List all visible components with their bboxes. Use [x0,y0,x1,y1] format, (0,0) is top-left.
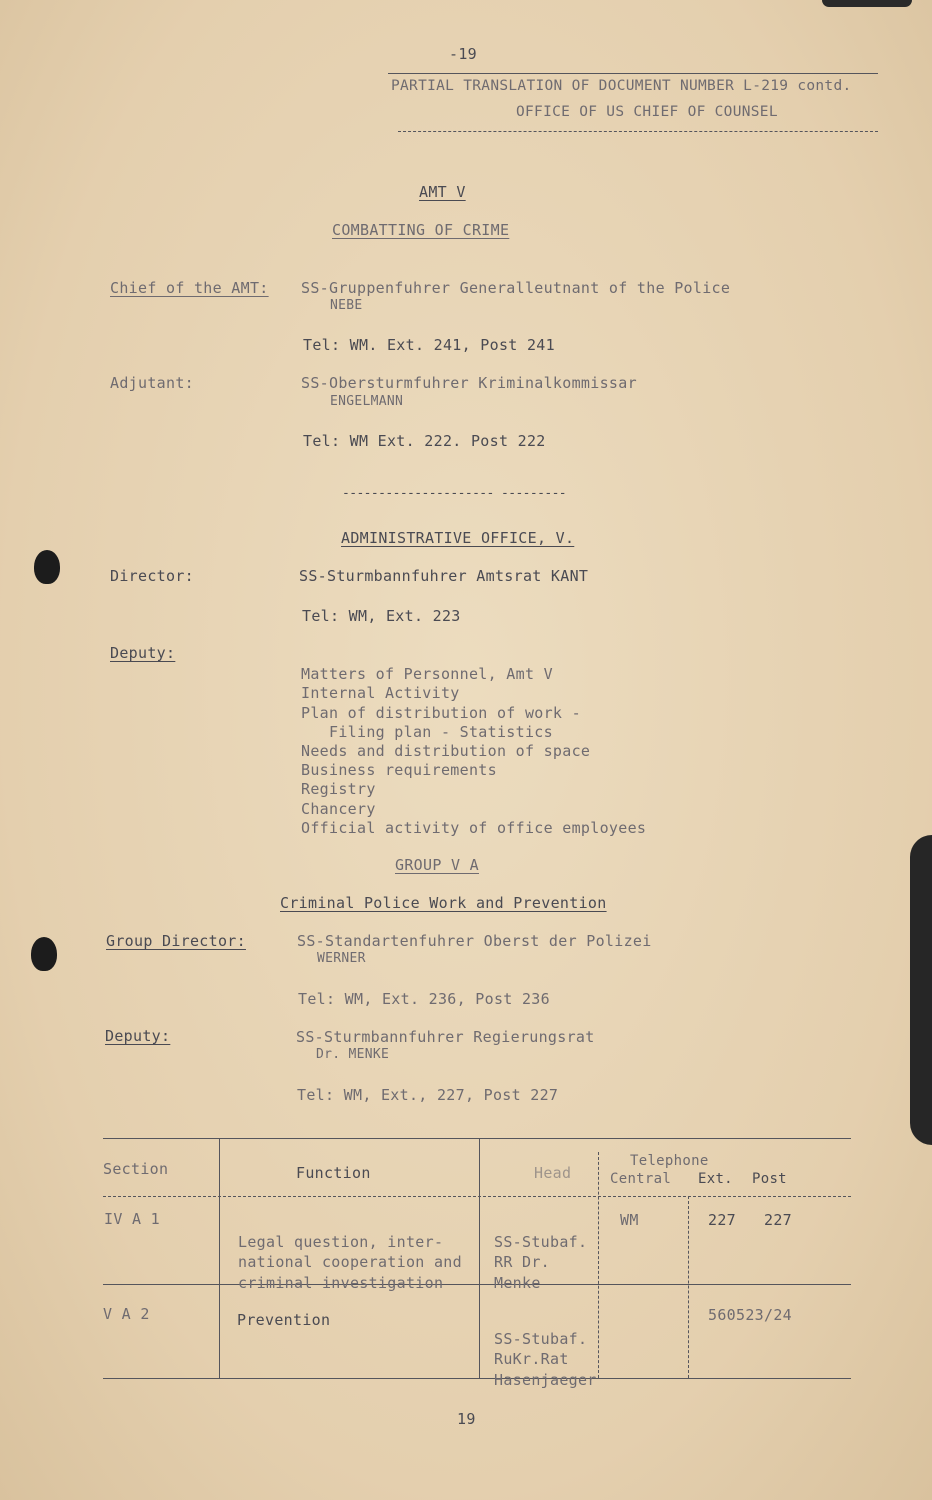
amt-title: AMT V [419,183,466,201]
header-rule-top [388,73,878,74]
function-line: national cooperation and [238,1253,462,1271]
admin-director: SS-Sturmbannfuhrer Amtsrat KANT [299,567,589,585]
header-office: OFFICE OF US CHIEF OF COUNSEL [516,104,778,120]
page-number-top: -19 [449,45,477,63]
row1-central: WM [620,1211,639,1229]
row2-head [494,1308,597,1390]
th-central: Central [610,1171,672,1187]
duty-item: Registry [301,780,376,799]
th-function: Function [296,1164,371,1182]
row2-function [237,1310,330,1331]
duty-item: Plan of distribution of work - [301,703,581,722]
group-subtitle: Criminal Police Work and Prevention [280,894,607,912]
admin-director-tel: Tel: WM, Ext. 223 [302,607,461,625]
adjutant-name: ENGELMANN [330,394,404,409]
duty-item: Filing plan - Statistics [301,722,553,741]
table-rule-header [103,1196,851,1197]
group-deputy-rank: SS-Sturmbannfuhrer Regierungsrat [296,1028,595,1046]
duty-item: Needs and distribution of space [301,742,591,761]
admin-duties-list [301,646,646,838]
head-line: Menke [494,1273,541,1292]
row1-section: IV A 1 [104,1210,160,1228]
header-title: PARTIAL TRANSLATION OF DOCUMENT NUMBER L-219 contd. [391,78,852,94]
th-section: Section [103,1160,169,1178]
head-line: RR Dr. [494,1253,550,1271]
duty-item: Matters of Personnel, Amt V [301,665,553,684]
head-line: SS-Stubaf. [494,1329,588,1348]
head-line: RuKr.Rat [494,1350,569,1368]
adjutant-tel: Tel: WM Ext. 222. Post 222 [303,432,546,450]
group-director-label: Group Director: [106,932,246,950]
function-line: Legal question, inter- [238,1232,444,1251]
section-separator: --------------------- --------- [342,486,567,501]
row2-ext: 560523/24 [708,1306,792,1324]
duty-item: Business requirements [301,761,497,780]
table-rule-row [103,1284,851,1285]
head-line: Hasenjaeger [494,1370,597,1389]
punch-hole [31,937,57,971]
page-edge-shadow [910,835,932,1145]
function-line: criminal investigation [238,1273,444,1292]
page-number-bottom: 19 [457,1410,476,1428]
punch-hole [34,550,60,584]
page-edge-shadow [822,0,912,7]
chief-name: NEBE [330,298,363,313]
table-rule-bottom [103,1378,851,1379]
th-head: Head [534,1164,572,1182]
group-director-rank: SS-Standartenfuhrer Oberst der Polizei [297,932,652,950]
table-divider [479,1138,480,1378]
group-title: GROUP V A [395,856,479,874]
th-post: Post [752,1171,787,1187]
amt-subtitle: COMBATTING OF CRIME [332,221,510,239]
th-telephone: Telephone [630,1153,709,1169]
group-deputy-label: Deputy: [105,1027,171,1045]
row1-function [238,1211,462,1293]
chief-label: Chief of the AMT: [110,279,269,297]
th-ext: Ext. [698,1171,733,1187]
chief-tel: Tel: WM. Ext. 241, Post 241 [303,336,555,354]
header-rule-bottom [398,131,878,132]
duty-item: Internal Activity [301,684,460,703]
admin-director-label: Director: [110,567,194,585]
function-line: Prevention [237,1311,331,1329]
table-rule-top [103,1138,851,1139]
chief-rank: SS-Gruppenfuhrer Generalleutnant of the Police [301,279,731,297]
group-director-name: WERNER [317,951,366,966]
head-line: SS-Stubaf. [494,1232,588,1251]
table-divider [598,1152,599,1378]
table-divider [219,1138,220,1378]
row1-ext: 227 [708,1211,736,1229]
row1-post: 227 [764,1211,792,1229]
duty-item: Official activity of office employees [301,818,647,837]
group-director-tel: Tel: WM, Ext. 236, Post 236 [298,990,550,1008]
table-divider [688,1196,689,1378]
group-deputy-name: Dr. MENKE [316,1047,390,1062]
duty-item: Chancery [301,799,376,818]
group-deputy-tel: Tel: WM, Ext., 227, Post 227 [297,1086,559,1104]
row2-section: V A 2 [103,1305,150,1323]
adjutant-label: Adjutant: [110,374,194,392]
adjutant-rank: SS-Obersturmfuhrer Kriminalkommissar [301,374,637,392]
row1-head [494,1211,587,1293]
admin-office-title: ADMINISTRATIVE OFFICE, V. [341,529,575,547]
admin-deputy-label: Deputy: [110,644,176,662]
